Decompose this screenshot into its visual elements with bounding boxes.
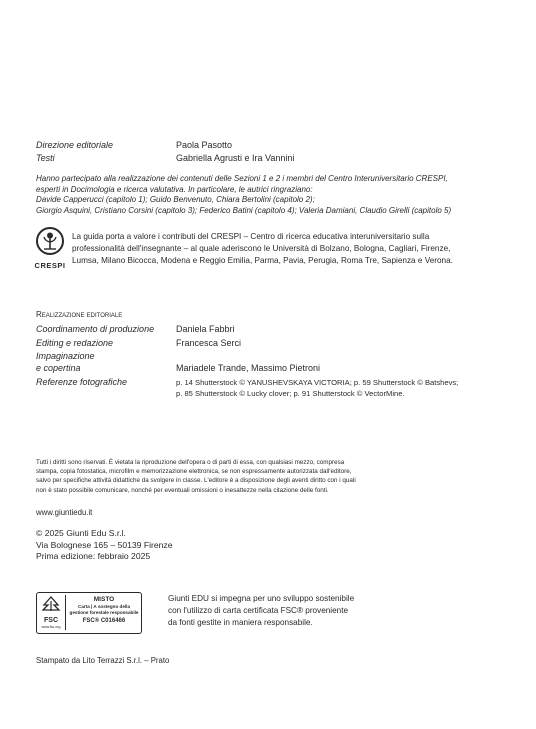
layout-label-line2: e copertina	[36, 363, 81, 373]
layout-label-line1: Impaginazione	[36, 351, 95, 361]
contributors-line: Giorgio Asquini, Cristiano Corsini (capitolo 3); Federico Batini (capitolo 4); Valeria Damiani, Claudio Girelli (capitolo 5)	[36, 205, 452, 215]
texts-label: Testi	[36, 153, 55, 163]
direction-value: Paola Pasotto	[176, 140, 233, 150]
crespi-tree-icon	[34, 226, 66, 256]
fsc-code: FSC® C016466	[82, 618, 126, 624]
photo-credit-line: p. 14 Shutterstock © YANUSHEVSKAYA VICTORIA; p. 59 Shutterstock © Batshevs;	[176, 378, 459, 387]
fsc-mix-line: gestione forestale responsabile	[69, 610, 139, 615]
coordination-label: Coordinamento di produzione	[36, 324, 155, 334]
rights-line: Tutti i diritti sono riservati. È vietata la riproduzione dell'opera o di parti di essa, con qualsiasi mezzo, compresa	[36, 459, 345, 466]
layout-value: Mariadele Trande, Massimo Pietroni	[176, 363, 321, 373]
fsc-mix-line: Carta | A sostegno della	[78, 604, 130, 609]
photo-label: Referenze fotografiche	[36, 377, 128, 387]
coordination-value: Daniela Fabbri	[176, 324, 235, 334]
photo-credit-line: p. 85 Shutterstock © Lucky clover; p. 91 Shutterstock © VectorMine.	[176, 388, 405, 398]
fsc-mix-info	[68, 596, 140, 626]
printer-line: Stampato da Lito Terrazzi S.r.l. – Prato	[36, 656, 170, 665]
crespi-paragraph	[72, 231, 512, 267]
contributors-line: esperti in Docimologia e ricerca valutativa. In particolare, le autrici ringraziano:	[36, 184, 313, 194]
fsc-statement-line: Giunti EDU si impegna per uno sviluppo sostenibile	[168, 594, 355, 603]
texts-value: Gabriella Agrusti e Ira Vannini	[176, 153, 295, 163]
editing-value: Francesca Serci	[176, 338, 242, 348]
crespi-line: La guida porta a valore i contributi del CRESPI – Centro di ricerca educativa interuniversitario sulla	[72, 232, 430, 241]
fsc-statement	[168, 593, 354, 629]
crespi-logo-text: CRESPI	[34, 261, 66, 270]
rights-line: stampa, copia fotostatica, microfilm e memorizzazione elettronica, se non espressamente autorizzata dall'editore,	[36, 468, 352, 476]
fsc-logo	[40, 596, 62, 630]
address-line: Via Bolognese 165 – 50139 Firenze	[36, 539, 173, 550]
fsc-divider	[65, 595, 66, 630]
crespi-logo	[34, 226, 66, 268]
editing-label: Editing e redazione	[36, 338, 114, 348]
edition-line: Prima edizione: febbraio 2025	[36, 551, 151, 561]
contributors-line: Davide Capperucci (capitolo 1); Guido Benvenuto, Chiara Bertolini (capitolo 2);	[36, 195, 315, 204]
rights-notice	[36, 458, 356, 495]
fsc-label-box	[36, 592, 142, 634]
website-link[interactable]: www.giuntiedu.it	[36, 508, 93, 517]
fsc-mix-title: MISTO	[93, 596, 115, 603]
copyright-line: © 2025 Giunti Edu S.r.l.	[36, 528, 126, 538]
direction-label: Direzione editoriale	[36, 140, 114, 150]
production-heading: Realizzazione editoriale	[36, 310, 123, 319]
publisher-info	[36, 528, 173, 563]
crespi-line: professionalità dell'insegnante – al quale aderiscono le Università di Bolzano, Bologna, Cagliari, Firenze,	[72, 244, 451, 253]
contributors-paragraph	[36, 174, 506, 216]
fsc-statement-line: da fonti gestite in maniera responsabile.	[168, 618, 313, 627]
fsc-tree-icon	[40, 596, 62, 612]
contributors-line: Hanno partecipato alla realizzazione dei contenuti delle Sezioni 1 e 2 i membri del Centro Interuniversitario CRESPI,	[36, 174, 448, 183]
rights-line: salvo per specifiche attività didattiche da svolgere in classe. L'editore è a disposizione degli aventi diritto con i quali	[36, 477, 356, 485]
rights-line: non è stato possibile comunicare, nonché per eventuali omissioni o inesattezze nella citazione delle fonti.	[36, 486, 329, 494]
fsc-statement-line: con l'utilizzo di carta certificata FSC® proveniente	[168, 606, 349, 615]
fsc-site-text: www.fsc.org	[41, 625, 61, 629]
photo-credits	[176, 378, 458, 399]
crespi-line: Lumsa, Milano Bicocca, Modena e Reggio Emilia, Parma, Pavia, Perugia, Roma Tre, Sapienza e Verona.	[72, 256, 453, 265]
fsc-logo-text: FSC	[44, 617, 58, 624]
